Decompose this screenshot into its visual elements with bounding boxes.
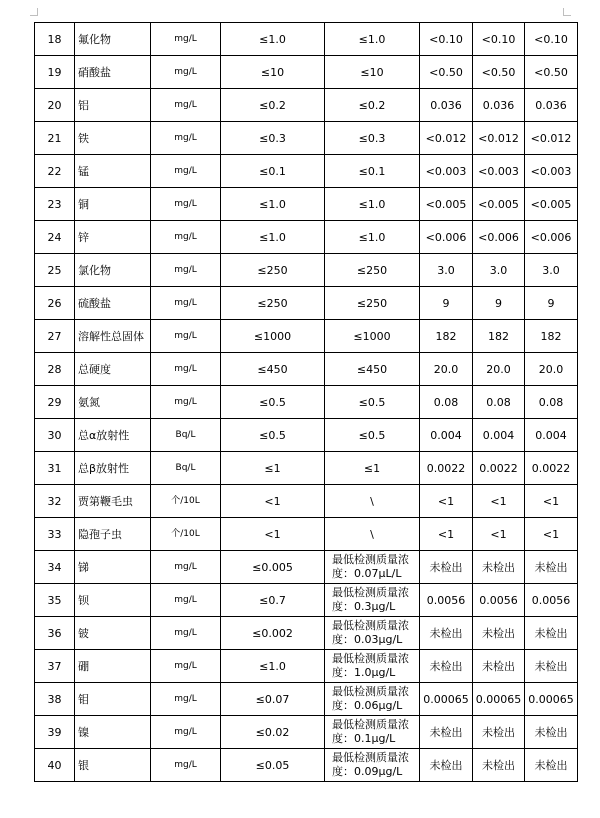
unit-cell: mg/L xyxy=(151,683,221,716)
indicator-name-cell: 氟化物 xyxy=(75,23,151,56)
result-2-cell: <0.10 xyxy=(473,23,525,56)
standard-limit-2-cell: 最低检测质量浓度：0.09μg/L xyxy=(325,749,420,782)
result-2-cell: 0.036 xyxy=(473,89,525,122)
table-row xyxy=(35,749,578,782)
indicator-name-cell: 锌 xyxy=(75,221,151,254)
unit-cell: mg/L xyxy=(151,650,221,683)
row-number-cell: 31 xyxy=(35,452,75,485)
water-quality-results-table xyxy=(34,22,578,782)
result-2-cell: 9 xyxy=(473,287,525,320)
page-corner-mark-right xyxy=(563,8,571,16)
result-3-cell: <0.006 xyxy=(525,221,578,254)
result-1-cell: <1 xyxy=(420,485,473,518)
indicator-name-cell: 钡 xyxy=(75,584,151,617)
result-3-cell: 0.00065 xyxy=(525,683,578,716)
table-row xyxy=(35,650,578,683)
table-row xyxy=(35,320,578,353)
standard-limit-cell: <1 xyxy=(221,518,325,551)
result-3-cell: <0.003 xyxy=(525,155,578,188)
result-3-cell: 3.0 xyxy=(525,254,578,287)
unit-cell: mg/L xyxy=(151,584,221,617)
result-1-cell: 0.0056 xyxy=(420,584,473,617)
row-number-cell: 35 xyxy=(35,584,75,617)
standard-limit-cell: ≤10 xyxy=(221,56,325,89)
result-1-cell: 0.004 xyxy=(420,419,473,452)
unit-cell: mg/L xyxy=(151,221,221,254)
row-number-cell: 29 xyxy=(35,386,75,419)
standard-limit-2-cell: 最低检测质量浓度：0.1μg/L xyxy=(325,716,420,749)
indicator-name-cell: 总硬度 xyxy=(75,353,151,386)
result-2-cell: 0.0022 xyxy=(473,452,525,485)
table-row xyxy=(35,188,578,221)
standard-limit-cell: <1 xyxy=(221,485,325,518)
indicator-name-cell: 铝 xyxy=(75,89,151,122)
unit-cell: mg/L xyxy=(151,287,221,320)
row-number-cell: 19 xyxy=(35,56,75,89)
result-2-cell: <1 xyxy=(473,485,525,518)
standard-limit-cell: ≤1.0 xyxy=(221,650,325,683)
indicator-name-cell: 硼 xyxy=(75,650,151,683)
standard-limit-2-cell: ≤0.5 xyxy=(325,419,420,452)
standard-limit-cell: ≤0.3 xyxy=(221,122,325,155)
standard-limit-2-cell: \ xyxy=(325,518,420,551)
row-number-cell: 21 xyxy=(35,122,75,155)
row-number-cell: 22 xyxy=(35,155,75,188)
result-1-cell: <0.10 xyxy=(420,23,473,56)
result-3-cell: 0.0056 xyxy=(525,584,578,617)
standard-limit-2-cell: 最低检测质量浓度：0.03μg/L xyxy=(325,617,420,650)
unit-cell: mg/L xyxy=(151,122,221,155)
unit-cell: mg/L xyxy=(151,23,221,56)
indicator-name-cell: 铍 xyxy=(75,617,151,650)
indicator-name-cell: 溶解性总固体 xyxy=(75,320,151,353)
indicator-name-cell: 总β放射性 xyxy=(75,452,151,485)
table-row xyxy=(35,23,578,56)
result-1-cell: 3.0 xyxy=(420,254,473,287)
standard-limit-cell: ≤0.005 xyxy=(221,551,325,584)
standard-limit-cell: ≤250 xyxy=(221,287,325,320)
unit-cell: mg/L xyxy=(151,254,221,287)
table-row xyxy=(35,452,578,485)
result-3-cell: <0.005 xyxy=(525,188,578,221)
result-1-cell: <0.006 xyxy=(420,221,473,254)
standard-limit-2-cell: 最低检测质量浓度：0.07μL/L xyxy=(325,551,420,584)
result-1-cell: 20.0 xyxy=(420,353,473,386)
result-2-cell: 0.08 xyxy=(473,386,525,419)
unit-cell: Bq/L xyxy=(151,419,221,452)
standard-limit-2-cell: ≤0.5 xyxy=(325,386,420,419)
standard-limit-cell: ≤0.07 xyxy=(221,683,325,716)
indicator-name-cell: 硫酸盐 xyxy=(75,287,151,320)
result-3-cell: <0.10 xyxy=(525,23,578,56)
unit-cell: mg/L xyxy=(151,716,221,749)
row-number-cell: 20 xyxy=(35,89,75,122)
standard-limit-2-cell: ≤0.2 xyxy=(325,89,420,122)
unit-cell: mg/L xyxy=(151,155,221,188)
result-2-cell: 3.0 xyxy=(473,254,525,287)
standard-limit-cell: ≤0.05 xyxy=(221,749,325,782)
table-row xyxy=(35,155,578,188)
standard-limit-2-cell: ≤250 xyxy=(325,287,420,320)
unit-cell: 个/10L xyxy=(151,518,221,551)
row-number-cell: 39 xyxy=(35,716,75,749)
result-3-cell: 0.004 xyxy=(525,419,578,452)
result-3-cell: <1 xyxy=(525,518,578,551)
standard-limit-cell: ≤1.0 xyxy=(221,221,325,254)
result-1-cell: 0.0022 xyxy=(420,452,473,485)
result-1-cell: 未检出 xyxy=(420,716,473,749)
result-2-cell: <0.005 xyxy=(473,188,525,221)
result-3-cell: 9 xyxy=(525,287,578,320)
standard-limit-2-cell: ≤450 xyxy=(325,353,420,386)
standard-limit-cell: ≤0.1 xyxy=(221,155,325,188)
row-number-cell: 38 xyxy=(35,683,75,716)
standard-limit-cell: ≤0.2 xyxy=(221,89,325,122)
result-2-cell: 0.004 xyxy=(473,419,525,452)
table-row xyxy=(35,254,578,287)
table-row xyxy=(35,716,578,749)
table-body xyxy=(35,23,578,782)
result-1-cell: 未检出 xyxy=(420,650,473,683)
standard-limit-2-cell: 最低检测质量浓度：0.06μg/L xyxy=(325,683,420,716)
unit-cell: mg/L xyxy=(151,551,221,584)
standard-limit-cell: ≤0.5 xyxy=(221,386,325,419)
standard-limit-cell: ≤1.0 xyxy=(221,188,325,221)
result-1-cell: 9 xyxy=(420,287,473,320)
row-number-cell: 33 xyxy=(35,518,75,551)
result-2-cell: 未检出 xyxy=(473,716,525,749)
table-row xyxy=(35,683,578,716)
result-2-cell: 未检出 xyxy=(473,650,525,683)
result-2-cell: <1 xyxy=(473,518,525,551)
standard-limit-2-cell: ≤1000 xyxy=(325,320,420,353)
row-number-cell: 34 xyxy=(35,551,75,584)
result-3-cell: 未检出 xyxy=(525,749,578,782)
table-row xyxy=(35,287,578,320)
row-number-cell: 18 xyxy=(35,23,75,56)
unit-cell: 个/10L xyxy=(151,485,221,518)
result-2-cell: 20.0 xyxy=(473,353,525,386)
standard-limit-2-cell: 最低检测质量浓度：0.3μg/L xyxy=(325,584,420,617)
indicator-name-cell: 锑 xyxy=(75,551,151,584)
standard-limit-2-cell: ≤1.0 xyxy=(325,221,420,254)
result-3-cell: <0.012 xyxy=(525,122,578,155)
result-3-cell: 未检出 xyxy=(525,551,578,584)
page-corner-mark-left xyxy=(30,8,38,16)
table-row xyxy=(35,89,578,122)
result-3-cell: 未检出 xyxy=(525,617,578,650)
result-1-cell: 0.036 xyxy=(420,89,473,122)
result-3-cell: 0.036 xyxy=(525,89,578,122)
result-2-cell: 182 xyxy=(473,320,525,353)
unit-cell: mg/L xyxy=(151,617,221,650)
result-2-cell: 未检出 xyxy=(473,551,525,584)
row-number-cell: 37 xyxy=(35,650,75,683)
standard-limit-2-cell: ≤10 xyxy=(325,56,420,89)
result-1-cell: 未检出 xyxy=(420,617,473,650)
standard-limit-2-cell: ≤1 xyxy=(325,452,420,485)
row-number-cell: 25 xyxy=(35,254,75,287)
result-1-cell: 182 xyxy=(420,320,473,353)
standard-limit-2-cell: ≤0.3 xyxy=(325,122,420,155)
row-number-cell: 23 xyxy=(35,188,75,221)
result-3-cell: 20.0 xyxy=(525,353,578,386)
result-1-cell: <1 xyxy=(420,518,473,551)
result-1-cell: 0.00065 xyxy=(420,683,473,716)
standard-limit-cell: ≤1 xyxy=(221,452,325,485)
standard-limit-2-cell: 最低检测质量浓度：1.0μg/L xyxy=(325,650,420,683)
standard-limit-2-cell: ≤0.1 xyxy=(325,155,420,188)
unit-cell: Bq/L xyxy=(151,452,221,485)
result-2-cell: <0.006 xyxy=(473,221,525,254)
table-row xyxy=(35,518,578,551)
unit-cell: mg/L xyxy=(151,386,221,419)
row-number-cell: 30 xyxy=(35,419,75,452)
row-number-cell: 32 xyxy=(35,485,75,518)
result-3-cell: 未检出 xyxy=(525,716,578,749)
indicator-name-cell: 锰 xyxy=(75,155,151,188)
row-number-cell: 26 xyxy=(35,287,75,320)
result-3-cell: 未检出 xyxy=(525,650,578,683)
table-row xyxy=(35,617,578,650)
standard-limit-cell: ≤0.5 xyxy=(221,419,325,452)
result-1-cell: 0.08 xyxy=(420,386,473,419)
result-3-cell: 0.0022 xyxy=(525,452,578,485)
row-number-cell: 28 xyxy=(35,353,75,386)
indicator-name-cell: 总α放射性 xyxy=(75,419,151,452)
standard-limit-cell: ≤1000 xyxy=(221,320,325,353)
result-3-cell: <0.50 xyxy=(525,56,578,89)
standard-limit-2-cell: ≤250 xyxy=(325,254,420,287)
unit-cell: mg/L xyxy=(151,89,221,122)
row-number-cell: 40 xyxy=(35,749,75,782)
standard-limit-cell: ≤250 xyxy=(221,254,325,287)
row-number-cell: 27 xyxy=(35,320,75,353)
indicator-name-cell: 氨氮 xyxy=(75,386,151,419)
result-1-cell: <0.50 xyxy=(420,56,473,89)
result-3-cell: 0.08 xyxy=(525,386,578,419)
unit-cell: mg/L xyxy=(151,56,221,89)
standard-limit-2-cell: \ xyxy=(325,485,420,518)
table-row xyxy=(35,221,578,254)
table-row xyxy=(35,122,578,155)
indicator-name-cell: 贾第鞭毛虫 xyxy=(75,485,151,518)
table-row xyxy=(35,485,578,518)
result-1-cell: 未检出 xyxy=(420,551,473,584)
result-1-cell: <0.005 xyxy=(420,188,473,221)
indicator-name-cell: 硝酸盐 xyxy=(75,56,151,89)
indicator-name-cell: 铁 xyxy=(75,122,151,155)
indicator-name-cell: 银 xyxy=(75,749,151,782)
result-2-cell: 0.0056 xyxy=(473,584,525,617)
result-3-cell: <1 xyxy=(525,485,578,518)
table-row xyxy=(35,386,578,419)
result-2-cell: <0.50 xyxy=(473,56,525,89)
standard-limit-2-cell: ≤1.0 xyxy=(325,23,420,56)
table-row xyxy=(35,551,578,584)
standard-limit-cell: ≤0.7 xyxy=(221,584,325,617)
standard-limit-cell: ≤0.02 xyxy=(221,716,325,749)
standard-limit-cell: ≤1.0 xyxy=(221,23,325,56)
indicator-name-cell: 氯化物 xyxy=(75,254,151,287)
row-number-cell: 24 xyxy=(35,221,75,254)
result-2-cell: 未检出 xyxy=(473,617,525,650)
indicator-name-cell: 钼 xyxy=(75,683,151,716)
indicator-name-cell: 铜 xyxy=(75,188,151,221)
result-2-cell: <0.012 xyxy=(473,122,525,155)
table-row xyxy=(35,353,578,386)
unit-cell: mg/L xyxy=(151,320,221,353)
standard-limit-2-cell: ≤1.0 xyxy=(325,188,420,221)
table-row xyxy=(35,584,578,617)
result-1-cell: <0.012 xyxy=(420,122,473,155)
table-row xyxy=(35,419,578,452)
indicator-name-cell: 隐孢子虫 xyxy=(75,518,151,551)
result-2-cell: 0.00065 xyxy=(473,683,525,716)
indicator-name-cell: 镍 xyxy=(75,716,151,749)
row-number-cell: 36 xyxy=(35,617,75,650)
unit-cell: mg/L xyxy=(151,188,221,221)
standard-limit-cell: ≤450 xyxy=(221,353,325,386)
unit-cell: mg/L xyxy=(151,353,221,386)
standard-limit-cell: ≤0.002 xyxy=(221,617,325,650)
table-row xyxy=(35,56,578,89)
result-2-cell: <0.003 xyxy=(473,155,525,188)
result-2-cell: 未检出 xyxy=(473,749,525,782)
unit-cell: mg/L xyxy=(151,749,221,782)
result-1-cell: <0.003 xyxy=(420,155,473,188)
result-1-cell: 未检出 xyxy=(420,749,473,782)
result-3-cell: 182 xyxy=(525,320,578,353)
